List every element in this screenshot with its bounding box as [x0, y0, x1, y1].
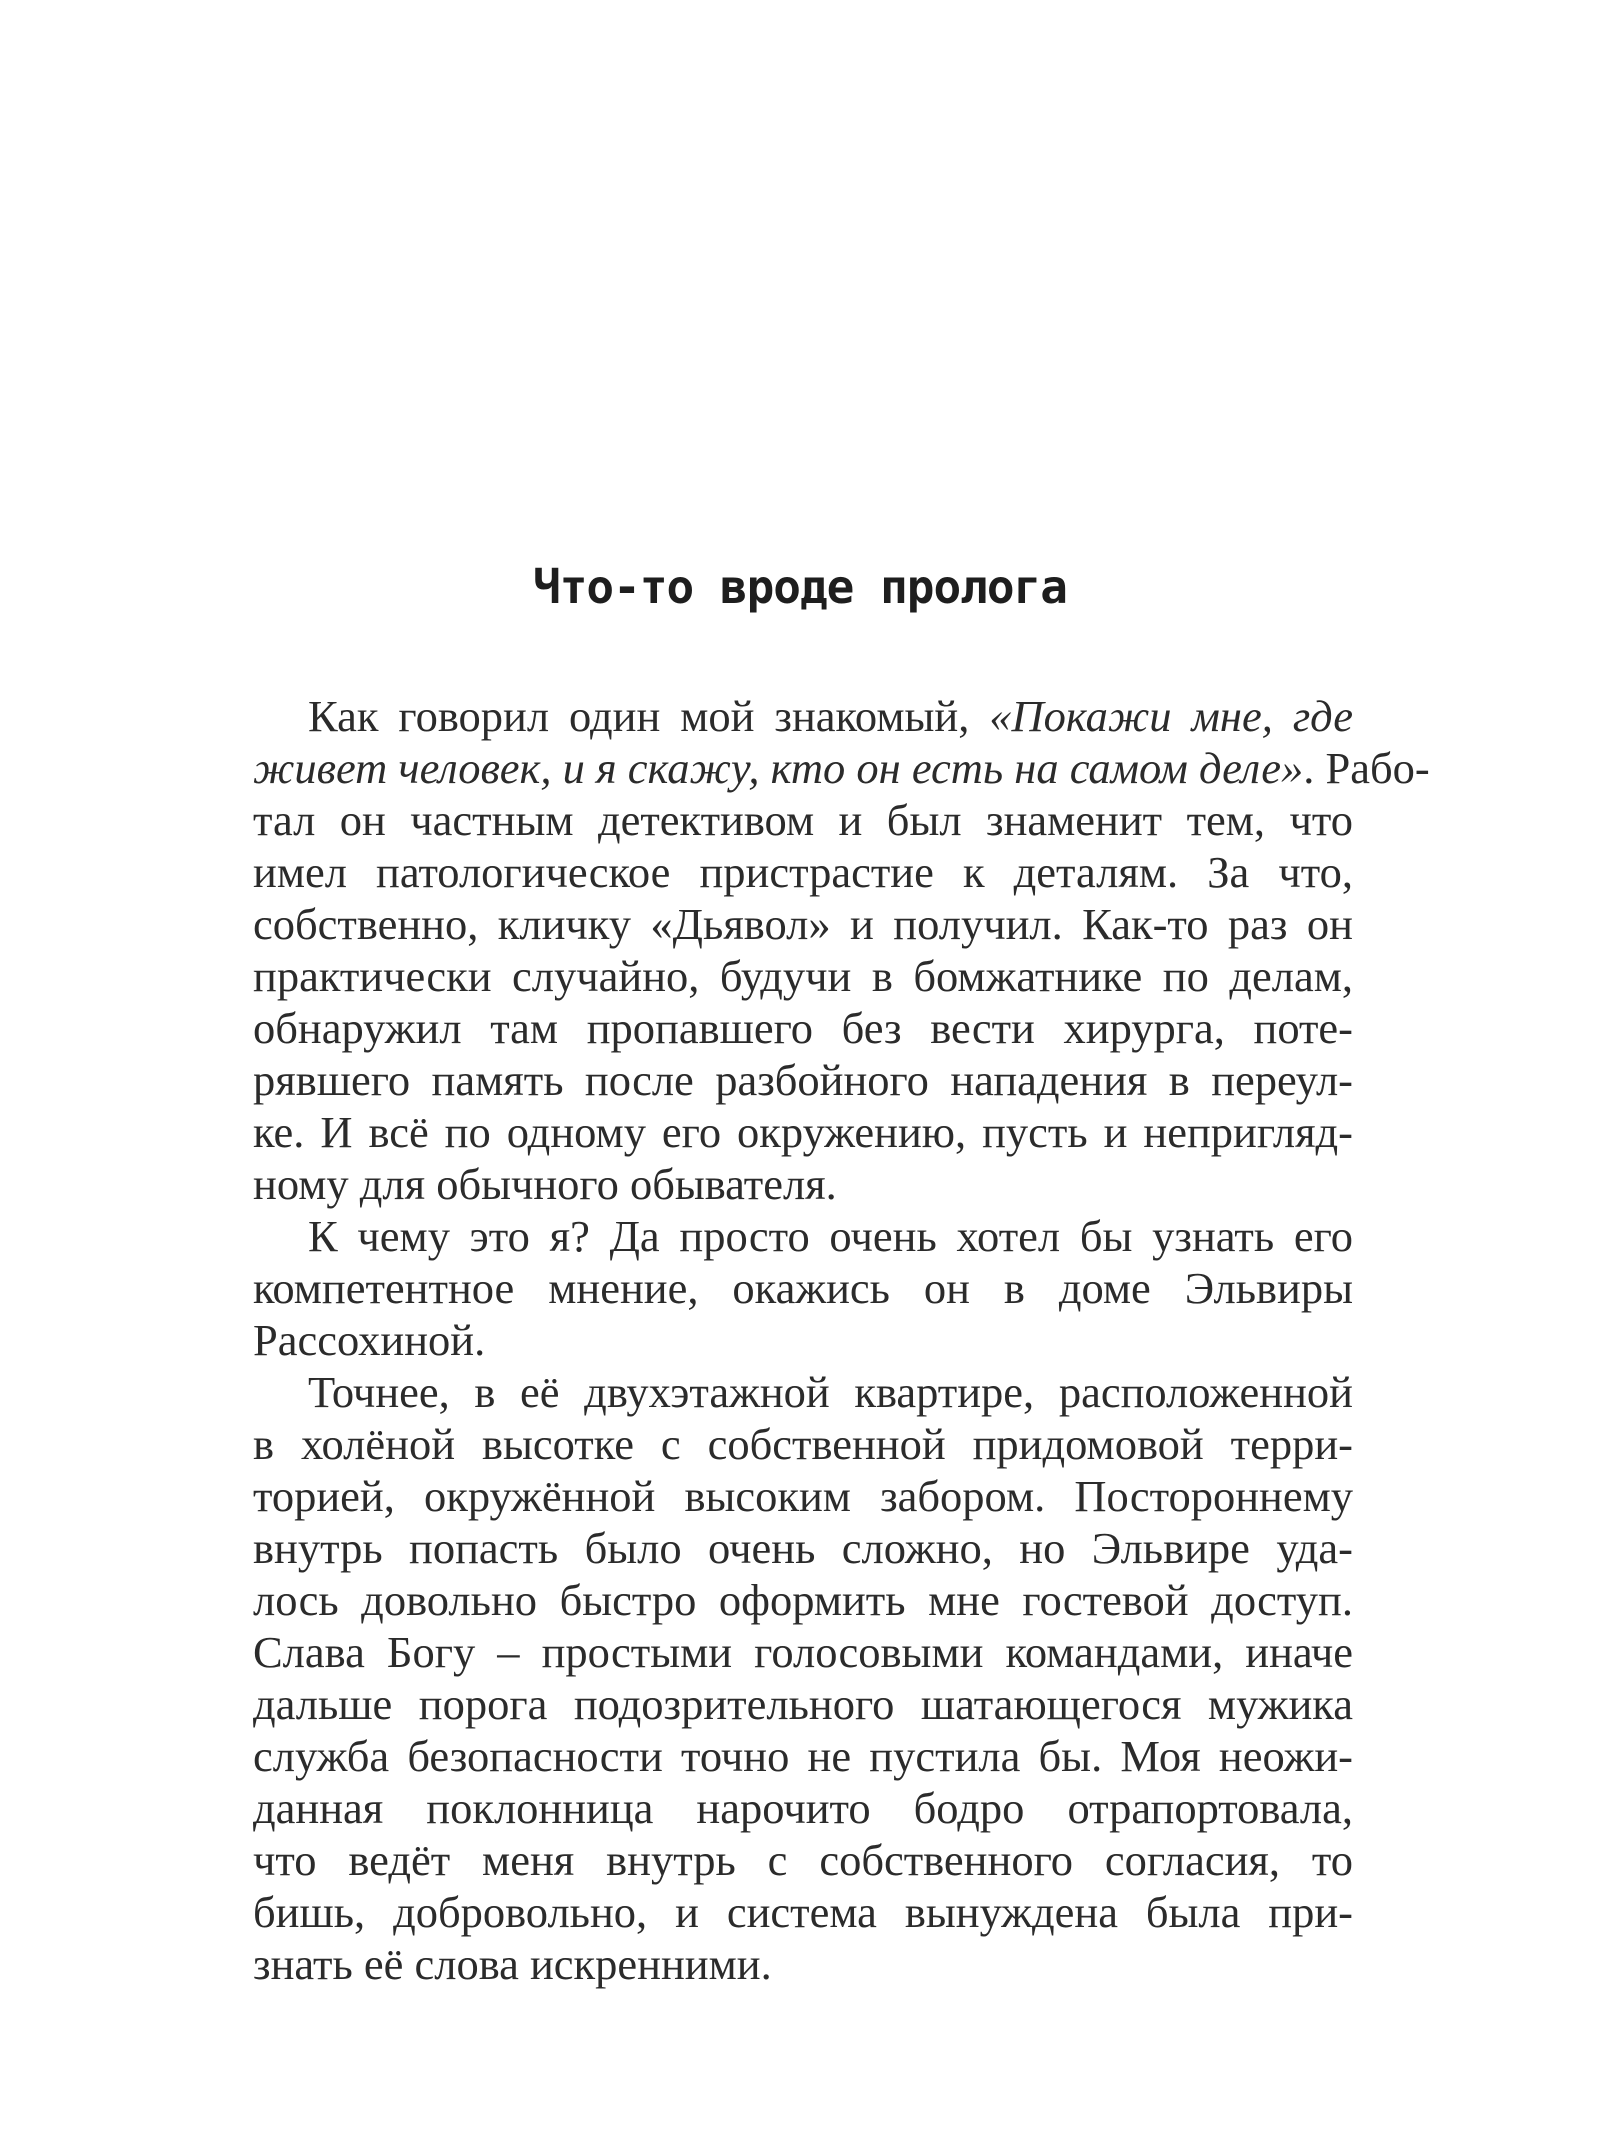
text-line — [253, 846, 1353, 898]
text-line — [253, 1626, 1353, 1678]
text-line — [253, 1210, 1353, 1262]
text-line — [253, 1002, 1353, 1054]
line-text: внутрь попасть было очень сложно, но Эльвире уда- — [253, 1523, 1353, 1573]
text-line — [253, 1938, 1353, 1990]
quote-text: «Покажи мне, где — [989, 691, 1353, 741]
line-text: ке. И всё по одному его окружению, пусть и непригляд- — [253, 1107, 1353, 1157]
text-line — [253, 1314, 1353, 1366]
line-text: К чему это я? Да просто очень хотел бы узнать его — [308, 1211, 1353, 1261]
line-text: торией, окружённой высоким забором. Постороннему — [253, 1471, 1353, 1521]
text-line — [253, 1262, 1353, 1314]
paragraph — [253, 1210, 1353, 1366]
text-line — [253, 898, 1353, 950]
text-line — [253, 742, 1430, 794]
line-text: Точнее, в её двухэтажной квартире, расположенной — [308, 1367, 1353, 1417]
line-text: тал он частным детективом и был знаменит тем, что — [253, 795, 1353, 845]
text-line — [253, 1834, 1353, 1886]
paragraph — [253, 1366, 1353, 1990]
line-text: знать её слова искренними. — [253, 1939, 772, 1989]
line-text: рявшего память после разбойного нападения в переул- — [253, 1055, 1353, 1105]
text-line — [253, 950, 1353, 1002]
chapter-title: Что-то вроде пролога — [533, 560, 1067, 614]
quote-text: живет человек, и я скажу, кто он есть на самом деле» — [253, 743, 1304, 793]
line-text: бишь, добровольно, и система вынуждена была при- — [253, 1887, 1353, 1937]
text-line — [253, 1158, 1353, 1210]
line-text: собственно, кличку «Дьявол» и получил. Как-то раз он — [253, 899, 1353, 949]
line-text: данная поклонница нарочито бодро отрапортовала, — [253, 1783, 1353, 1833]
line-text: Слава Богу – простыми голосовыми командами, иначе — [253, 1627, 1353, 1677]
text-line — [253, 1886, 1353, 1938]
chapter-body — [253, 690, 1430, 1990]
text-line — [253, 1106, 1353, 1158]
line-text: . Рабо- — [1303, 743, 1430, 793]
line-text: компетентное мнение, окажись он в доме Эльвиры — [253, 1263, 1353, 1313]
line-text: Рассохиной. — [253, 1315, 486, 1365]
line-text: дальше порога подозрительного шатающегося мужика — [253, 1679, 1353, 1729]
text-line — [253, 1730, 1353, 1782]
line-text: служба безопасности точно не пустила бы. Моя неожи- — [253, 1731, 1353, 1781]
line-text: обнаружил там пропавшего без вести хирурга, поте- — [253, 1003, 1353, 1053]
text-line — [253, 1678, 1353, 1730]
line-text: имел патологическое пристрастие к деталям. За что, — [253, 847, 1353, 897]
text-line — [253, 1366, 1353, 1418]
paragraph — [253, 690, 1430, 1210]
line-text: практически случайно, будучи в бомжатнике по делам, — [253, 951, 1353, 1001]
line-text: в холёной высотке с собственной придомовой терри- — [253, 1419, 1353, 1469]
text-line — [253, 1470, 1353, 1522]
line-text: лось довольно быстро оформить мне гостевой доступ. — [253, 1575, 1353, 1625]
line-text: Как говорил один мой знакомый, — [308, 691, 990, 741]
text-line — [253, 1418, 1353, 1470]
text-line — [253, 1574, 1353, 1626]
text-line — [253, 690, 1353, 742]
line-text: ному для обычного обывателя. — [253, 1159, 837, 1209]
text-line — [253, 1054, 1353, 1106]
text-line — [253, 794, 1353, 846]
text-line — [253, 1522, 1353, 1574]
text-line — [253, 1782, 1353, 1834]
line-text: что ведёт меня внутрь с собственного согласия, то — [253, 1835, 1353, 1885]
